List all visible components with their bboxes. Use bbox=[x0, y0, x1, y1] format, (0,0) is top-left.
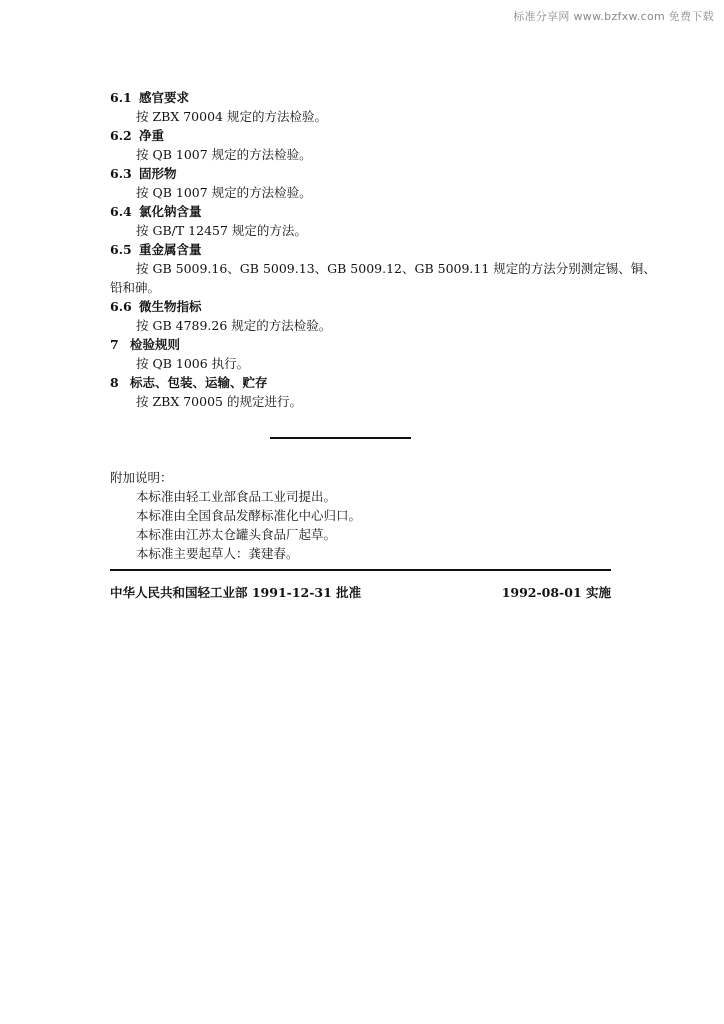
section-heading-6-4 bbox=[110, 204, 202, 220]
section-number: 6.5 bbox=[110, 242, 132, 257]
implementation-date: 1992-08-01 实施 bbox=[501, 585, 611, 600]
section-text: 按 QB 1007 规定的方法检验。 bbox=[136, 147, 312, 162]
section-text: 按 GB 4789.26 规定的方法检验。 bbox=[136, 318, 332, 333]
section-text: 按 GB 5009.16、GB 5009.13、GB 5009.12、GB 5009.11 规定的方法分别测定锡、铜、 bbox=[136, 261, 656, 276]
footer-divider bbox=[110, 569, 611, 571]
section-text-continued: 铅和砷。 bbox=[110, 280, 161, 295]
section-heading-6-1 bbox=[110, 90, 189, 106]
section-heading-7 bbox=[110, 337, 180, 353]
section-number: 8 bbox=[110, 375, 119, 390]
note-heading: 附加说明： bbox=[110, 470, 173, 485]
section-title: 净重 bbox=[139, 128, 165, 143]
section-text: 按 ZBX 70004 规定的方法检验。 bbox=[136, 109, 327, 124]
section-number: 6.1 bbox=[110, 90, 132, 105]
note-line: 本标准由轻工业部食品工业司提出。 bbox=[136, 489, 337, 504]
end-divider bbox=[270, 437, 411, 439]
approval-date: 中华人民共和国轻工业部 1991-12-31 批准 bbox=[110, 585, 362, 600]
section-text: 按 ZBX 70005 的规定进行。 bbox=[136, 394, 302, 409]
section-number: 6.2 bbox=[110, 128, 132, 143]
section-text: 按 QB 1007 规定的方法检验。 bbox=[136, 185, 312, 200]
section-title: 固形物 bbox=[139, 166, 177, 181]
section-title: 氯化钠含量 bbox=[139, 204, 202, 219]
section-title: 检验规则 bbox=[130, 337, 181, 352]
section-heading-6-3 bbox=[110, 166, 177, 182]
note-line: 本标准主要起草人：龚建春。 bbox=[136, 546, 299, 561]
section-title: 微生物指标 bbox=[139, 299, 202, 314]
section-heading-6-2 bbox=[110, 128, 164, 144]
section-heading-6-5 bbox=[110, 242, 202, 258]
section-number: 6.4 bbox=[110, 204, 132, 219]
section-title: 标志、包装、运输、贮存 bbox=[130, 375, 268, 390]
section-title: 重金属含量 bbox=[139, 242, 202, 257]
section-heading-6-6 bbox=[110, 299, 202, 315]
section-number: 6.6 bbox=[110, 299, 132, 314]
section-number: 7 bbox=[110, 337, 119, 352]
section-heading-8 bbox=[110, 375, 268, 391]
note-line: 本标准由全国食品发酵标准化中心归口。 bbox=[136, 508, 362, 523]
section-number: 6.3 bbox=[110, 166, 132, 181]
watermark: 标准分享网 www.bzfxw.com 免费下载 bbox=[513, 10, 714, 23]
section-text: 按 QB 1006 执行。 bbox=[136, 356, 250, 371]
section-title: 感官要求 bbox=[139, 90, 190, 105]
section-text: 按 GB/T 12457 规定的方法。 bbox=[136, 223, 307, 238]
note-line: 本标准由江苏太仓罐头食品厂起草。 bbox=[136, 527, 337, 542]
